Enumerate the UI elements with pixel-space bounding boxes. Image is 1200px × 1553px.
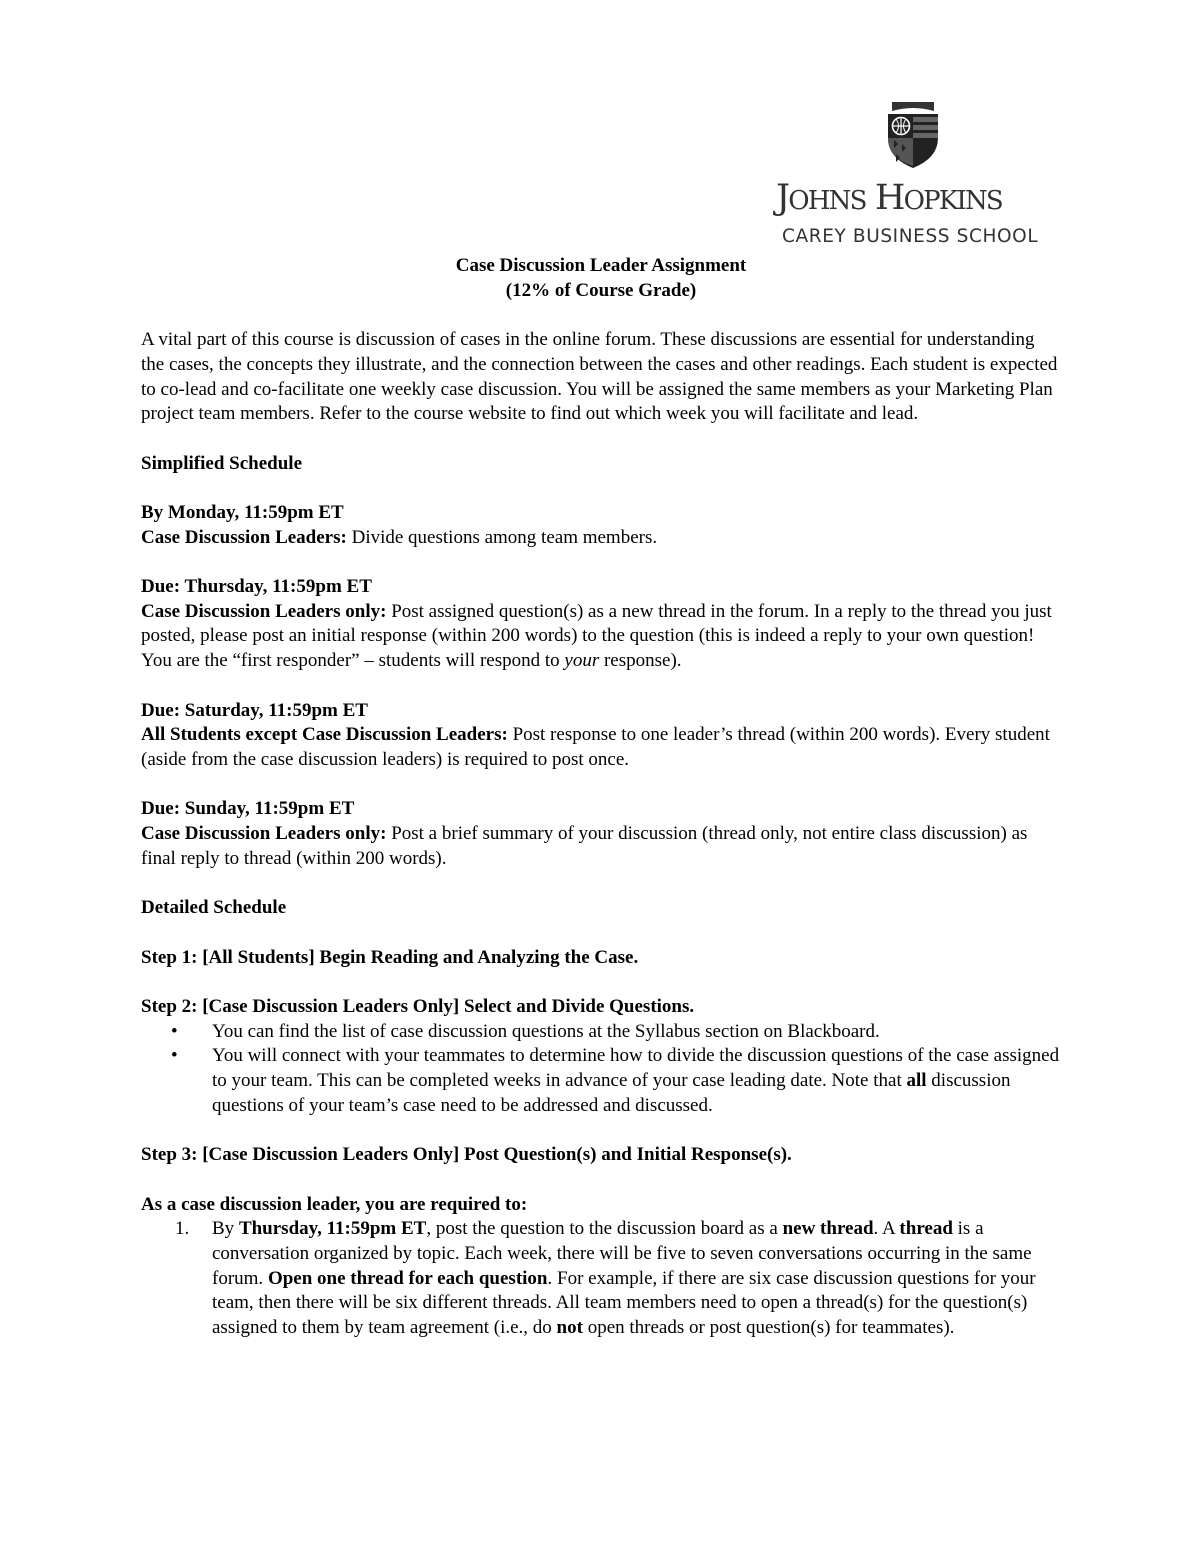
audience-label: Case Discussion Leaders only: xyxy=(141,823,387,845)
list-item: • You can find the list of case discussion questions at the Syllabus section on Blackboard. xyxy=(141,1020,1061,1045)
step-2-heading: Step 2: [Case Discussion Leaders Only] Select and Divide Questions. xyxy=(141,995,695,1017)
list-item: • You will connect with your teammates to determine how to divide the discussion questions of the case assigned to your team. This can be completed weeks in advance of your case leading date. Note that all discussion questions of your team’s case need to be addressed and discussed. xyxy=(171,1045,1060,1116)
step-2-list xyxy=(141,1020,1061,1119)
step-3-requirements xyxy=(141,1193,1061,1341)
schedule-item-sunday: Due: Sunday, 11:59pm ET Case Discussion Leaders only: Post a brief summary of your discussion (thread only, not entire class discussion) as final reply to thread (within 200 words). xyxy=(141,798,1028,869)
due-label: By Monday, 11:59pm ET xyxy=(141,501,344,523)
schedule-item-monday: By Monday, 11:59pm ET Case Discussion Leaders: Divide questions among team members. xyxy=(141,501,658,548)
detailed-schedule-heading: Detailed Schedule xyxy=(141,897,287,919)
audience-label: Case Discussion Leaders only: xyxy=(141,600,387,622)
page-subtitle: (12% of Course Grade) xyxy=(505,279,697,301)
due-label: Due: Sunday, 11:59pm ET xyxy=(141,798,355,820)
step-2-section xyxy=(141,995,1061,1119)
university-logo xyxy=(776,98,1066,250)
logo-university-name: JOHNS HOPKINS xyxy=(776,178,1002,218)
step-3-heading: Step 3: [Case Discussion Leaders Only] Post Question(s) and Initial Response(s). xyxy=(141,1144,792,1166)
requirements-list xyxy=(141,1217,1061,1341)
simplified-schedule-heading: Simplified Schedule xyxy=(141,452,302,474)
document-body xyxy=(141,254,1061,1341)
page-title: Case Discussion Leader Assignment xyxy=(455,255,747,276)
shield-icon xyxy=(884,100,942,170)
due-label: Due: Saturday, 11:59pm ET xyxy=(141,699,368,721)
schedule-item-thursday: Due: Thursday, 11:59pm ET Case Discussion Leaders only: Post assigned question(s) as a new thread in the forum. In a reply to the thread you just posted, please post an initial response (within 200 words) to the question (this is indeed a reply to your own question! You are the “first responder” – students will respond to your response). xyxy=(141,576,1052,672)
list-number: 1. xyxy=(175,1218,190,1240)
requirements-heading: As a case discussion leader, you are required to: xyxy=(141,1193,528,1215)
due-label: Due: Thursday, 11:59pm ET xyxy=(141,576,372,598)
bullet-icon: • xyxy=(171,1020,178,1042)
list-item: 1. By Thursday, 11:59pm ET, post the question to the discussion board as a new thread. A thread is a conversation organized by topic. Each week, there will be five to seven conversations occurring in the same forum. Open one thread for each question. For example, if there are six case discussion questions for your team, then there will be six different threads. All team members need to open a thread(s) for the question(s) assigned to them by team agreement (i.e., do not open threads or post question(s) for teammates). xyxy=(175,1218,1036,1339)
bullet-icon: • xyxy=(171,1045,178,1067)
audience-label: All Students except Case Discussion Leaders: xyxy=(141,724,508,746)
step-1-heading: Step 1: [All Students] Begin Reading and Analyzing the Case. xyxy=(141,946,639,968)
logo-school-name: CAREY BUSINESS SCHOOL xyxy=(782,226,1039,247)
audience-label: Case Discussion Leaders: xyxy=(141,526,347,548)
intro-paragraph: A vital part of this course is discussion of cases in the online forum. These discussions are essential for understanding the cases, the concepts they illustrate, and the connection between the cases and other readings. Each student is expected to co-lead and co-facilitate one weekly case discussion. You will be assigned the same members as your Marketing Plan project team members. Refer to the course website to find out which week you will facilitate and lead. xyxy=(141,329,1058,425)
schedule-item-saturday: Due: Saturday, 11:59pm ET All Students except Case Discussion Leaders: Post response to one leader’s thread (within 200 words). Every student (aside from the case discussion leaders) is required to post once. xyxy=(141,699,1050,770)
